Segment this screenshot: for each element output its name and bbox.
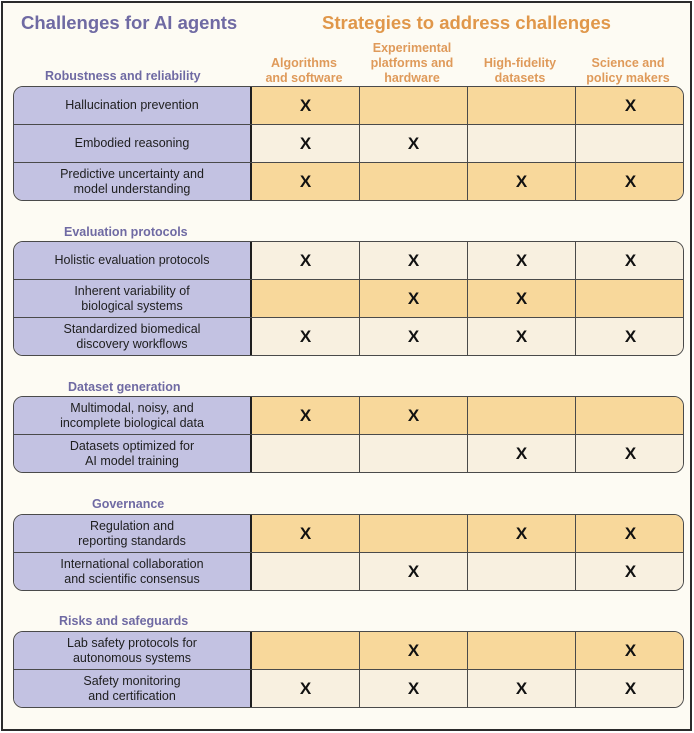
strategy-cell xyxy=(575,515,684,552)
strategy-cell xyxy=(467,397,575,434)
x-mark: X xyxy=(299,678,312,698)
column-header-science-policy xyxy=(574,38,682,86)
strategy-cell xyxy=(467,670,575,707)
strategy-cell xyxy=(252,125,359,162)
group-label: Dataset generation xyxy=(68,380,181,394)
strategy-cell xyxy=(467,87,575,124)
x-mark: X xyxy=(515,443,528,463)
challenge-label: Inherent variability of biological systems xyxy=(14,280,252,317)
challenge-label: Predictive uncertainty and model understanding xyxy=(14,163,252,200)
challenge-row xyxy=(14,397,683,434)
strategy-cell xyxy=(359,280,467,317)
challenge-label: Standardized biomedical discovery workflows xyxy=(14,318,252,355)
x-mark: X xyxy=(407,678,420,698)
challenge-row xyxy=(14,87,683,124)
strategy-cell xyxy=(467,318,575,355)
challenge-group xyxy=(13,241,684,356)
strategy-cell xyxy=(467,632,575,669)
challenge-row xyxy=(14,669,683,707)
x-mark: X xyxy=(624,523,637,543)
x-mark: X xyxy=(407,640,420,660)
x-mark: X xyxy=(515,326,528,346)
x-mark: X xyxy=(407,561,420,581)
challenge-row xyxy=(14,124,683,162)
x-mark: X xyxy=(624,678,637,698)
strategy-cell xyxy=(467,242,575,279)
x-mark: X xyxy=(624,171,637,191)
group-label: Robustness and reliability xyxy=(45,69,201,83)
strategy-cell xyxy=(359,242,467,279)
challenge-group xyxy=(13,631,684,708)
x-mark: X xyxy=(299,250,312,270)
strategy-cell xyxy=(359,435,467,472)
strategy-cell xyxy=(359,397,467,434)
x-mark: X xyxy=(299,523,312,543)
strategy-cell xyxy=(467,163,575,200)
x-mark: X xyxy=(515,250,528,270)
challenge-group xyxy=(13,514,684,591)
strategy-cell xyxy=(252,553,359,590)
strategy-cell xyxy=(575,242,684,279)
challenge-label: Datasets optimized for AI model training xyxy=(14,435,252,472)
strategy-cell xyxy=(467,553,575,590)
challenge-row xyxy=(14,434,683,472)
x-mark: X xyxy=(624,95,637,115)
column-header-text: High-fidelity datasets xyxy=(483,56,557,85)
strategy-cell xyxy=(467,280,575,317)
strategy-cell xyxy=(252,163,359,200)
x-mark: X xyxy=(624,250,637,270)
strategy-cell xyxy=(359,163,467,200)
challenge-row xyxy=(14,242,683,279)
x-mark: X xyxy=(299,171,312,191)
challenges-title: Challenges for AI agents xyxy=(21,12,238,33)
challenge-label: Lab safety protocols for autonomous systems xyxy=(14,632,252,669)
challenge-label: Embodied reasoning xyxy=(14,125,252,162)
strategy-cell xyxy=(252,242,359,279)
strategy-cell xyxy=(252,318,359,355)
challenge-row xyxy=(14,162,683,200)
strategy-cell xyxy=(467,515,575,552)
x-mark: X xyxy=(624,561,637,581)
challenge-label: Multimodal, noisy, and incomplete biological data xyxy=(14,397,252,434)
strategy-cell xyxy=(575,125,684,162)
challenge-row xyxy=(14,552,683,590)
strategy-cell xyxy=(359,632,467,669)
strategy-cell xyxy=(575,163,684,200)
x-mark: X xyxy=(407,405,420,425)
challenge-group xyxy=(13,396,684,473)
column-header-experimental xyxy=(358,38,466,86)
strategy-cell xyxy=(467,125,575,162)
x-mark: X xyxy=(299,133,312,153)
x-mark: X xyxy=(299,95,312,115)
strategy-cell xyxy=(575,553,684,590)
challenge-row xyxy=(14,515,683,552)
strategy-cell xyxy=(252,632,359,669)
challenge-label: Holistic evaluation protocols xyxy=(14,242,252,279)
x-mark: X xyxy=(515,523,528,543)
challenge-group xyxy=(13,86,684,201)
column-header-text: Experimental platforms and hardware xyxy=(370,41,454,85)
strategy-cell xyxy=(575,632,684,669)
strategy-cell xyxy=(575,397,684,434)
column-header-text: Algorithms and software xyxy=(265,56,343,85)
group-label: Governance xyxy=(92,497,165,511)
strategy-cell xyxy=(252,280,359,317)
strategy-cell xyxy=(252,515,359,552)
challenge-row xyxy=(14,632,683,669)
strategy-cell xyxy=(359,125,467,162)
x-mark: X xyxy=(515,288,528,308)
x-mark: X xyxy=(624,443,637,463)
strategy-cell xyxy=(359,553,467,590)
x-mark: X xyxy=(407,133,420,153)
strategy-cell xyxy=(575,670,684,707)
strategy-cell xyxy=(359,515,467,552)
x-mark: X xyxy=(299,326,312,346)
x-mark: X xyxy=(624,326,637,346)
group-label: Risks and safeguards xyxy=(59,614,189,628)
strategy-cell xyxy=(359,318,467,355)
x-mark: X xyxy=(407,250,420,270)
strategy-cell xyxy=(575,318,684,355)
challenge-label: Safety monitoring and certification xyxy=(14,670,252,707)
column-header-text: Science and policy makers xyxy=(586,56,670,85)
x-mark: X xyxy=(515,171,528,191)
strategy-cell xyxy=(575,87,684,124)
column-header-datasets xyxy=(466,38,574,86)
strategy-cell xyxy=(359,670,467,707)
challenge-row xyxy=(14,279,683,317)
group-label: Evaluation protocols xyxy=(64,225,188,239)
challenge-label: International collaboration and scientific consensus xyxy=(14,553,252,590)
strategy-cell xyxy=(252,397,359,434)
strategy-cell xyxy=(252,670,359,707)
strategy-cell xyxy=(359,87,467,124)
column-header-algorithms xyxy=(250,38,358,86)
x-mark: X xyxy=(515,678,528,698)
challenge-row xyxy=(14,317,683,355)
strategy-cell xyxy=(467,435,575,472)
x-mark: X xyxy=(407,288,420,308)
strategy-cell xyxy=(575,280,684,317)
strategy-cell xyxy=(575,435,684,472)
strategy-cell xyxy=(252,87,359,124)
strategies-title: Strategies to address challenges xyxy=(322,12,611,33)
strategy-cell xyxy=(252,435,359,472)
x-mark: X xyxy=(299,405,312,425)
x-mark: X xyxy=(407,326,420,346)
challenge-label: Hallucination prevention xyxy=(14,87,252,124)
challenge-label: Regulation and reporting standards xyxy=(14,515,252,552)
x-mark: X xyxy=(624,640,637,660)
